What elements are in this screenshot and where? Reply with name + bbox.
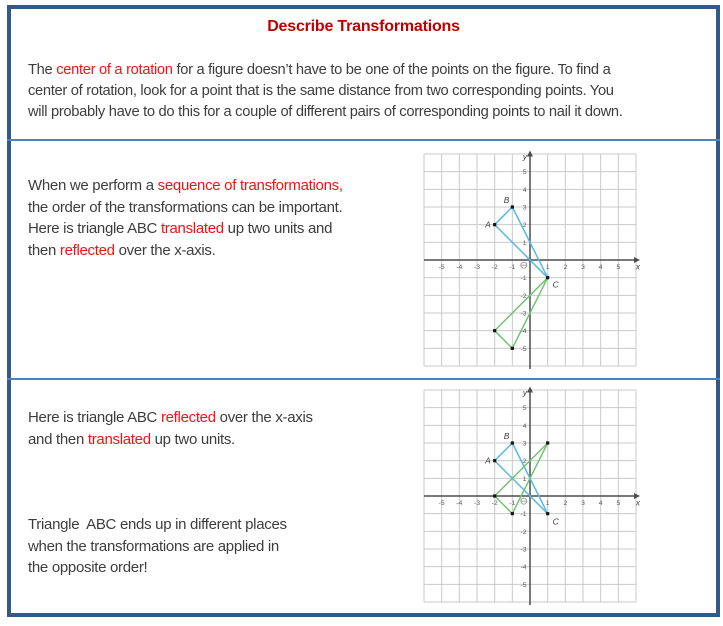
- text-run: Here is triangle ABC: [28, 409, 161, 426]
- content-frame: [7, 5, 720, 617]
- text-line: [28, 536, 418, 558]
- text-run: up two units.: [150, 430, 235, 448]
- x-tick-label: -3: [473, 264, 481, 272]
- y-axis-label: y: [522, 152, 528, 162]
- text-line: [28, 557, 418, 579]
- highlighted-term: sequence of transformations: [157, 177, 339, 194]
- x-tick-label: -4: [456, 264, 463, 272]
- vertex-label-C: C: [552, 279, 559, 290]
- y-tick-label: 3: [522, 204, 527, 212]
- x-tick-label: 3: [581, 500, 585, 508]
- text-run: the opposite order!: [28, 559, 148, 576]
- text-line: [28, 514, 418, 536]
- different-places-paragraph: [28, 514, 418, 579]
- x-axis-label: x: [635, 262, 641, 272]
- text-line: [28, 60, 718, 81]
- text-line: [28, 175, 418, 197]
- y-tick-label: 5: [522, 169, 527, 177]
- y-tick-label: -4: [520, 564, 527, 572]
- text-line: [28, 218, 418, 240]
- text-line: [28, 197, 418, 219]
- x-tick-label: 4: [598, 500, 603, 508]
- x-axis-label: x: [635, 498, 641, 508]
- vertex-point: [511, 441, 514, 444]
- vertex-point: [493, 223, 496, 226]
- y-tick-label: -2: [520, 292, 527, 300]
- vertex-point: [511, 347, 514, 350]
- vertex-label-B: B: [503, 431, 510, 442]
- y-tick-label: 2: [522, 458, 527, 466]
- x-tick-label: -2: [491, 264, 498, 272]
- vertex-label-A: A: [485, 219, 491, 230]
- text-run: The: [28, 62, 57, 78]
- y-tick-label: 1: [522, 475, 527, 483]
- x-tick-label: -4: [456, 500, 463, 508]
- x-tick-label: 4: [598, 264, 603, 272]
- x-tick-label: 5: [616, 500, 621, 508]
- x-tick-label: 5: [616, 264, 621, 272]
- text-run: then: [28, 241, 60, 259]
- highlighted-term: reflected: [59, 241, 115, 259]
- text-run: center of rotation, look for a point that is the same distance from two corresponding points. You: [28, 83, 614, 99]
- y-tick-label: -2: [520, 528, 527, 536]
- opposite-order-paragraph: [28, 407, 418, 450]
- y-tick-label: 3: [522, 440, 527, 448]
- vertex-point: [511, 512, 514, 515]
- x-tick-label: -5: [438, 264, 445, 272]
- y-tick-label: -5: [520, 345, 527, 353]
- coordinate-grid-translate-then-reflect: [422, 150, 642, 369]
- x-tick-label: 1: [545, 500, 550, 508]
- highlighted-term: ,: [338, 177, 343, 194]
- y-tick-label: 1: [522, 239, 527, 247]
- sequence-paragraph: [28, 175, 418, 261]
- x-tick-label: -5: [438, 500, 445, 508]
- x-tick-label: 1: [545, 264, 550, 272]
- highlighted-term: translated: [87, 430, 151, 448]
- text-line: [28, 240, 418, 262]
- y-tick-label: -3: [520, 546, 527, 554]
- text-run: and then: [28, 430, 88, 448]
- y-tick-label: -4: [520, 328, 527, 336]
- text-line: [28, 81, 718, 102]
- highlighted-term: reflected: [160, 409, 216, 426]
- y-tick-label: -3: [520, 310, 527, 318]
- vertex-point: [493, 459, 496, 462]
- text-line: [28, 429, 418, 451]
- text-line: [28, 407, 418, 429]
- text-run: Here is triangle ABC: [28, 220, 161, 237]
- text-run: up two units and: [223, 220, 333, 237]
- y-tick-label: -5: [520, 581, 527, 589]
- text-run: when the transformations are applied in: [28, 537, 279, 555]
- text-run: over the x-axis.: [114, 241, 216, 259]
- y-axis-label: y: [522, 388, 528, 398]
- x-tick-label: 2: [563, 500, 568, 508]
- x-tick-label: -1: [509, 264, 516, 272]
- x-tick-label: -2: [491, 500, 498, 508]
- y-tick-label: 4: [522, 422, 527, 430]
- text-line: [28, 102, 718, 123]
- x-tick-label: 2: [563, 264, 568, 272]
- vertex-point: [493, 329, 496, 332]
- intro-paragraph: [28, 60, 718, 123]
- text-run: the order of the transformations can be important.: [28, 198, 343, 216]
- y-tick-label: 2: [522, 222, 527, 230]
- vertex-label-B: B: [503, 195, 510, 206]
- highlighted-term: center of a rotation: [56, 62, 173, 78]
- section-divider: [7, 378, 720, 380]
- x-tick-label: -1: [509, 500, 516, 508]
- section-divider: [7, 139, 720, 141]
- text-run: for a figure doesn’t have to be one of the points on the figure. To find a: [172, 62, 611, 78]
- y-tick-label: 4: [522, 186, 527, 194]
- x-tick-label: 3: [581, 264, 585, 272]
- vertex-point: [546, 512, 549, 515]
- text-run: over the x-axis: [215, 409, 313, 426]
- vertex-point: [511, 205, 514, 208]
- y-tick-label: 5: [522, 405, 527, 413]
- page-title: Describe Transformations: [267, 18, 460, 35]
- coordinate-grid-reflect-then-translate: [422, 386, 642, 605]
- highlighted-term: translated: [160, 220, 224, 237]
- vertex-point: [546, 276, 549, 279]
- y-tick-label: -1: [520, 511, 527, 519]
- x-tick-label: -3: [473, 500, 481, 508]
- vertex-label-A: A: [485, 455, 491, 466]
- vertex-point: [546, 441, 549, 444]
- vertex-point: [493, 494, 496, 497]
- y-tick-label: -1: [520, 275, 527, 283]
- vertex-label-C: C: [552, 516, 559, 527]
- text-run: Triangle ABC ends up in different places: [28, 516, 287, 533]
- text-run: will probably have to do this for a couple of different pairs of corresponding points to nail it down.: [28, 104, 623, 120]
- text-run: When we perform a: [28, 177, 158, 194]
